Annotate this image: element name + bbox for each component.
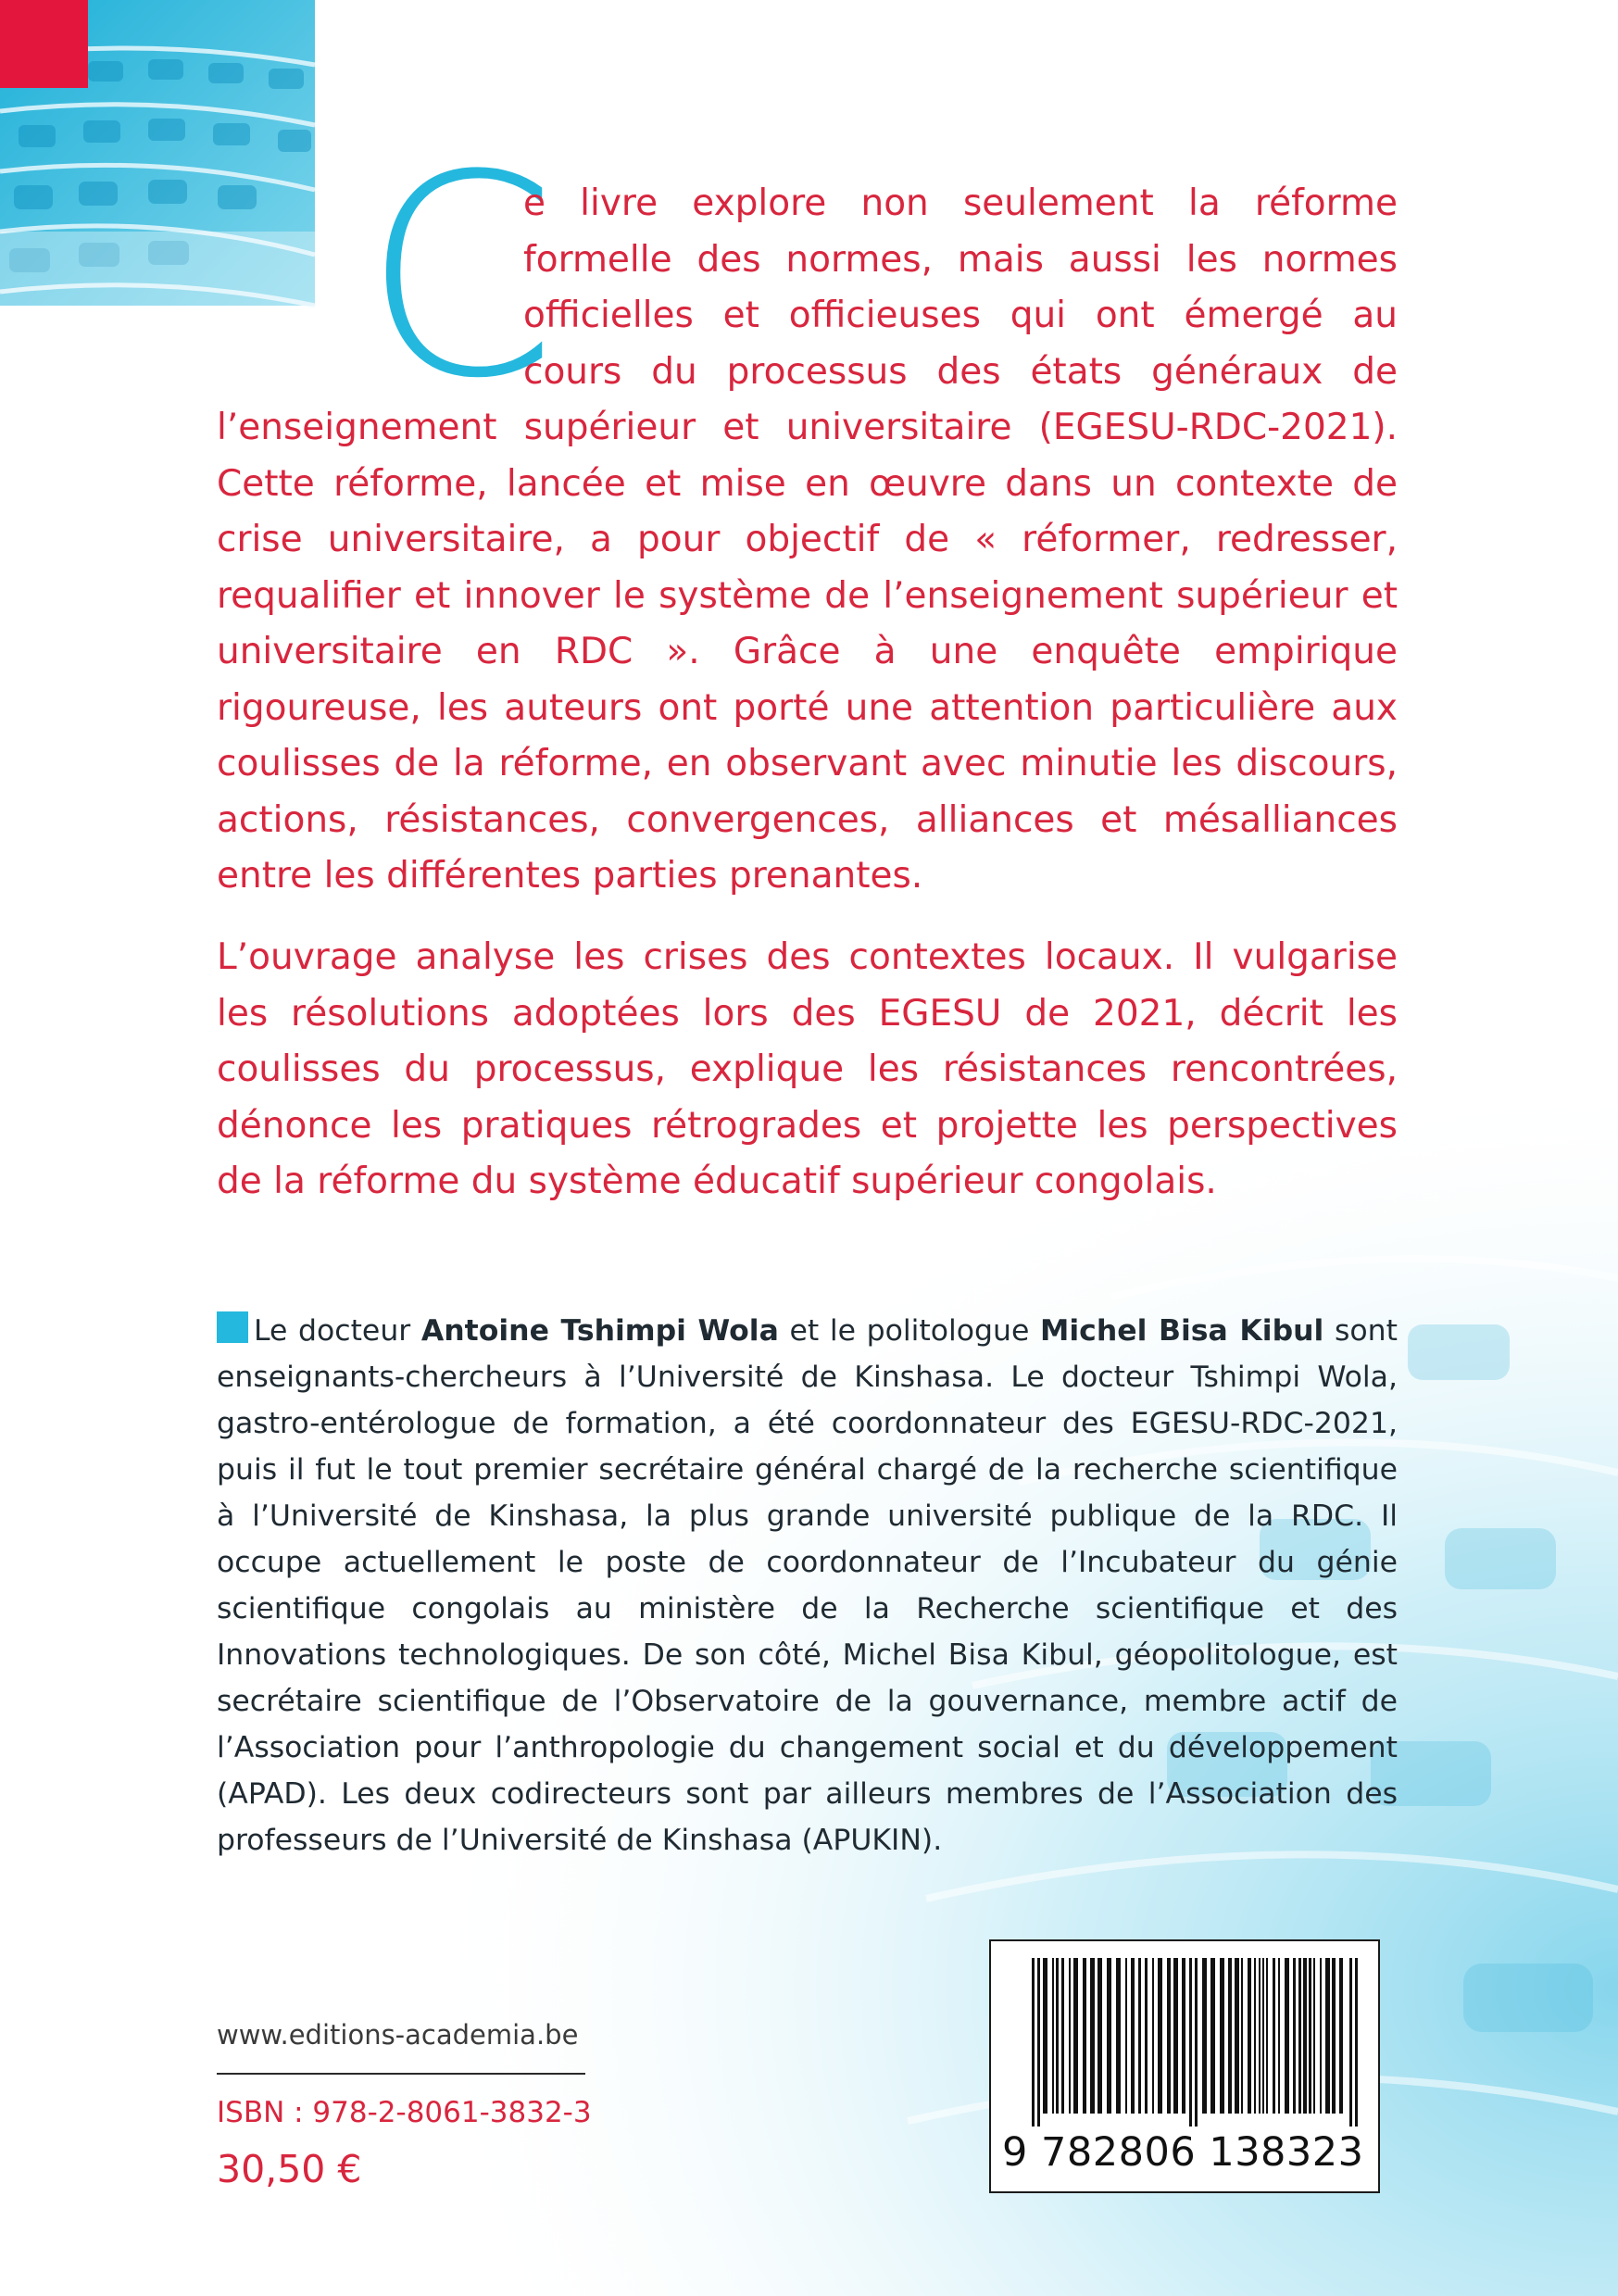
barcode-bar-38	[1293, 1958, 1296, 2114]
bio-text: sont enseignants-chercheurs à l’Université de Kinshasa. Le docteur Tshimpi Wola, gastro-entérologue de formation, a été coordonnateur des EGESU-RDC-2021, puis il fut le tout premier secrétaire général chargé de la recherche scientifique à l’Université de Kinshasa, la plus grande université publique de la RDC. Il occupe actuellement le poste de coordonnateur de l’Incubateur du génie scientifique congolais au ministère de la Recherche scientifique et des Innovations technologiques. De son côté, Michel Bisa Kibul, géopolitologue, est secrétaire scientifique de l’Observatoire de la gouvernance, membre actif de l’Association pour l’anthropologie du changement social et du développement (APAD). Les deux codirecteurs sont par ailleurs membres de l’Association des professeurs de l’Université de Kinshasa (APUKIN).	[217, 1314, 1398, 1857]
author-name-2: Michel Bisa Kibul	[1040, 1314, 1324, 1348]
barcode-bar-8	[1083, 1958, 1086, 2114]
barcode-bar-17	[1152, 1958, 1154, 2114]
barcode-bar-9	[1090, 1958, 1095, 2114]
barcode-bar-13	[1125, 1958, 1127, 2114]
barcode-bar-34	[1266, 1958, 1268, 2114]
website-divider	[217, 2073, 585, 2075]
intro-opening-lines: e livre explore non seulement la réforme formelle des normes, mais aussi les normes officielles et officieuses qui ont émergé au cours du processus des états généraux de	[523, 182, 1398, 393]
barcode-bar-30	[1248, 1958, 1251, 2114]
barcode-bar-42	[1313, 1958, 1315, 2114]
barcode-bar-40	[1303, 1958, 1307, 2114]
second-paragraph: L’ouvrage analyse les crises des contextes locaux. Il vulgarise les résolutions adoptées lors des EGESU de 2021, décrit les coulisses du processus, explique les résistances rencontrées, dénonce les pratiques rétrogrades et projette les perspectives de la réforme du système éducatif supérieur congolais.	[217, 936, 1398, 1202]
barcode-bar-37	[1285, 1958, 1289, 2114]
publisher-website[interactable]: www.editions-academia.be	[217, 2019, 579, 2051]
barcode-bar-11	[1107, 1958, 1111, 2114]
barcode-bar-39	[1298, 1958, 1301, 2114]
barcode-bar-47	[1349, 1958, 1352, 2127]
barcode-bar-36	[1278, 1958, 1280, 2114]
barcode-bar-23	[1195, 1958, 1198, 2127]
barcode-bar-12	[1116, 1958, 1121, 2114]
barcode-bar-41	[1309, 1958, 1311, 2114]
barcode-bar-2	[1043, 1958, 1047, 2114]
barcode-bar-46	[1339, 1958, 1343, 2114]
barcode-bar-18	[1158, 1958, 1162, 2114]
intro-paragraph: l’enseignement supérieur et universitaire (EGESU-RDC-2021). Cette réforme, lancée et mise en œuvre dans un contexte de crise universitaire, a pour objectif de « réformer, redresser, requalifier et innover le système de l’enseignement supérieur et universitaire en RDC ». Grâce à une enquête empirique rigoureuse, les auteurs ont porté une attention particulière aux coulisses de la réforme, en observant avec minutie les discours, actions, résistances, convergences, alliances et mésalliances entre les différentes parties prenantes.	[217, 407, 1398, 897]
bio-joiner: et le politologue	[789, 1314, 1030, 1348]
bio-prefix: Le docteur	[254, 1314, 411, 1348]
barcode-bar-6	[1069, 1958, 1071, 2114]
barcode-bar-28	[1235, 1958, 1239, 2114]
barcode-bar-1	[1037, 1958, 1040, 2127]
author-biography	[217, 1308, 1398, 1863]
barcode-bar-33	[1262, 1958, 1264, 2114]
isbn-number: ISBN : 978-2-8061-3832-3	[217, 2096, 592, 2129]
barcode-bar-31	[1254, 1958, 1256, 2114]
barcode-bar-35	[1273, 1958, 1275, 2114]
barcode-bars	[991, 1941, 1378, 2127]
barcode-bar-32	[1259, 1958, 1261, 2114]
barcode-bar-27	[1228, 1958, 1232, 2114]
barcode-bar-19	[1167, 1958, 1171, 2114]
barcode-bar-14	[1131, 1958, 1135, 2114]
barcode-bar-21	[1182, 1958, 1185, 2114]
price: 30,50 €	[217, 2147, 362, 2191]
barcode-bar-15	[1138, 1958, 1141, 2114]
barcode-bar-7	[1073, 1958, 1078, 2114]
bio-bullet-square	[217, 1311, 248, 1343]
barcode-bar-26	[1220, 1958, 1224, 2114]
barcode-bar-5	[1061, 1958, 1064, 2114]
drop-cap-letter: C	[363, 116, 558, 439]
barcode-bar-10	[1097, 1958, 1102, 2114]
barcode-bar-25	[1210, 1958, 1215, 2114]
barcode-bar-0	[1032, 1958, 1035, 2127]
barcode-bar-43	[1320, 1958, 1322, 2114]
barcode-bar-48	[1355, 1958, 1358, 2127]
author-name-1: Antoine Tshimpi Wola	[420, 1314, 779, 1348]
barcode-bar-24	[1202, 1958, 1207, 2114]
barcode-bar-20	[1173, 1958, 1178, 2114]
barcode	[989, 1939, 1380, 2193]
barcode-bar-45	[1332, 1958, 1336, 2114]
barcode-bar-16	[1145, 1958, 1148, 2114]
barcode-bar-3	[1052, 1958, 1054, 2114]
barcode-bar-22	[1189, 1958, 1192, 2127]
barcode-bar-4	[1056, 1958, 1059, 2114]
barcode-digits: 9 782806 138323	[1002, 2129, 1364, 2176]
barcode-bar-44	[1325, 1958, 1330, 2114]
barcode-bar-29	[1241, 1958, 1243, 2114]
